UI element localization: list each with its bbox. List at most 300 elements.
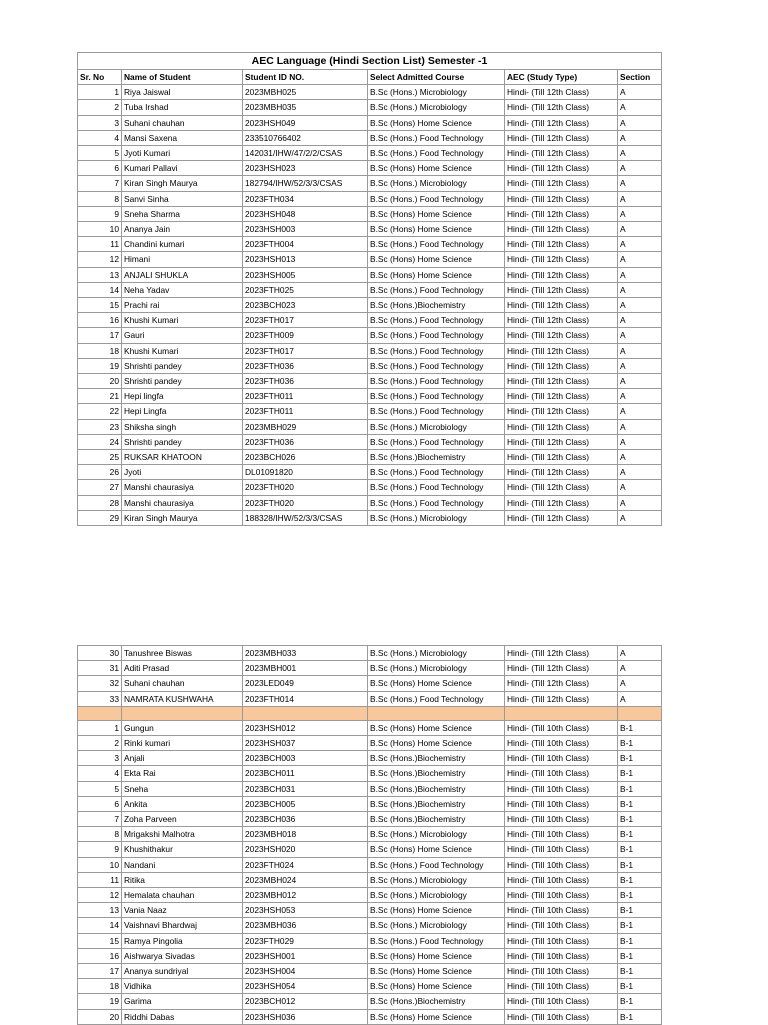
cell-sr-no: 24: [78, 434, 122, 449]
table-body-section-b1: [78, 720, 662, 1024]
cell-student-id: 2023FTH029: [243, 933, 368, 948]
table-row: [78, 857, 662, 872]
cell-student-id: 2023MBH029: [243, 419, 368, 434]
cell-study-type: Hindi- (Till 12th Class): [505, 343, 618, 358]
cell-study-type: Hindi- (Till 12th Class): [505, 313, 618, 328]
cell-section: B-1: [618, 918, 662, 933]
cell-student-name: Ritika: [122, 872, 243, 887]
cell-sr-no: 10: [78, 222, 122, 237]
cell-course: B.Sc (Hons.) Food Technology: [368, 389, 505, 404]
table-row: [78, 933, 662, 948]
table-body: [78, 85, 662, 526]
cell-student-name: Khushi Kumari: [122, 343, 243, 358]
cell-course: B.Sc (Hons) Home Science: [368, 222, 505, 237]
cell-study-type: Hindi- (Till 12th Class): [505, 328, 618, 343]
cell-study-type: Hindi- (Till 10th Class): [505, 827, 618, 842]
table-row: [78, 419, 662, 434]
cell-student-id: 2023HSH004: [243, 964, 368, 979]
cell-student-id: 2023FTH025: [243, 282, 368, 297]
cell-study-type: Hindi- (Till 12th Class): [505, 237, 618, 252]
cell-study-type: Hindi- (Till 12th Class): [505, 676, 618, 691]
cell-sr-no: 18: [78, 979, 122, 994]
cell-section: A: [618, 646, 662, 661]
cell-sr-no: 20: [78, 374, 122, 389]
cell-student-name: Hepi lingfa: [122, 389, 243, 404]
table-row: [78, 100, 662, 115]
cell-course: B.Sc (Hons.) Microbiology: [368, 510, 505, 525]
cell-student-id: 2023FTH011: [243, 389, 368, 404]
cell-course: B.Sc (Hons) Home Science: [368, 676, 505, 691]
cell-study-type: Hindi- (Till 10th Class): [505, 888, 618, 903]
cell-student-name: Aditi Prasad: [122, 661, 243, 676]
cell-course: B.Sc (Hons.) Microbiology: [368, 419, 505, 434]
table-body-section-a: [78, 646, 662, 707]
cell-section: B-1: [618, 736, 662, 751]
table-row: [78, 282, 662, 297]
cell-sr-no: 9: [78, 842, 122, 857]
cell-sr-no: 5: [78, 146, 122, 161]
table-row: [78, 646, 662, 661]
cell-student-name: Manshi chaurasiya: [122, 495, 243, 510]
table-row: [78, 389, 662, 404]
cell-course: B.Sc (Hons) Home Science: [368, 206, 505, 221]
cell-sr-no: 1: [78, 85, 122, 100]
cell-section: A: [618, 298, 662, 313]
cell-study-type: Hindi- (Till 12th Class): [505, 510, 618, 525]
cell-course: B.Sc (Hons.) Food Technology: [368, 465, 505, 480]
table-row: [78, 842, 662, 857]
table-row: [78, 676, 662, 691]
cell-sr-no: 16: [78, 313, 122, 328]
cell-course: B.Sc (Hons.)Biochemistry: [368, 812, 505, 827]
cell-course: B.Sc (Hons) Home Science: [368, 948, 505, 963]
cell-course: B.Sc (Hons.) Food Technology: [368, 434, 505, 449]
cell-study-type: Hindi- (Till 12th Class): [505, 191, 618, 206]
cell-course: B.Sc (Hons) Home Science: [368, 161, 505, 176]
cell-study-type: Hindi- (Till 10th Class): [505, 720, 618, 735]
header-section: Section: [618, 70, 662, 85]
cell-student-id: 2023HSH003: [243, 222, 368, 237]
cell-student-name: Riya Jaiswal: [122, 85, 243, 100]
cell-study-type: Hindi- (Till 12th Class): [505, 661, 618, 676]
cell-study-type: Hindi- (Till 10th Class): [505, 933, 618, 948]
cell-section: A: [618, 404, 662, 419]
cell-sr-no: 13: [78, 903, 122, 918]
cell-course: B.Sc (Hons.) Microbiology: [368, 85, 505, 100]
table-row: [78, 510, 662, 525]
cell-sr-no: 6: [78, 161, 122, 176]
cell-sr-no: 11: [78, 237, 122, 252]
table-row: [78, 222, 662, 237]
cell-section: A: [618, 358, 662, 373]
cell-student-name: Sneha Sharma: [122, 206, 243, 221]
cell-student-id: 2023MBH036: [243, 918, 368, 933]
cell-sr-no: 11: [78, 872, 122, 887]
cell-sr-no: 19: [78, 358, 122, 373]
cell-sr-no: 23: [78, 419, 122, 434]
table-row: [78, 115, 662, 130]
cell-course: B.Sc (Hons) Home Science: [368, 267, 505, 282]
cell-study-type: Hindi- (Till 12th Class): [505, 176, 618, 191]
table-row: [78, 994, 662, 1009]
cell-section: A: [618, 282, 662, 297]
cell-student-name: Jyoti Kumari: [122, 146, 243, 161]
cell-study-type: Hindi- (Till 12th Class): [505, 130, 618, 145]
cell-student-name: RUKSAR KHATOON: [122, 450, 243, 465]
cell-section: B-1: [618, 948, 662, 963]
table-row: [78, 827, 662, 842]
cell-section: A: [618, 374, 662, 389]
cell-student-name: Shrishti pandey: [122, 434, 243, 449]
cell-section: B-1: [618, 964, 662, 979]
table-row: [78, 661, 662, 676]
cell-course: B.Sc (Hons.) Microbiology: [368, 176, 505, 191]
cell-student-name: Mansi Saxena: [122, 130, 243, 145]
cell-sr-no: 14: [78, 918, 122, 933]
table-row: [78, 736, 662, 751]
cell-section: A: [618, 510, 662, 525]
cell-study-type: Hindi- (Till 12th Class): [505, 146, 618, 161]
section-separator-row: [78, 706, 662, 720]
cell-section: B-1: [618, 796, 662, 811]
cell-student-name: Vidhika: [122, 979, 243, 994]
cell-course: B.Sc (Hons.) Microbiology: [368, 827, 505, 842]
cell-student-name: Vania Naaz: [122, 903, 243, 918]
cell-sr-no: 17: [78, 328, 122, 343]
table-row: [78, 252, 662, 267]
cell-sr-no: 12: [78, 888, 122, 903]
cell-course: B.Sc (Hons.) Food Technology: [368, 404, 505, 419]
cell-student-id: 233510766402: [243, 130, 368, 145]
cell-study-type: Hindi- (Till 12th Class): [505, 267, 618, 282]
cell-student-name: Suhani chauhan: [122, 676, 243, 691]
cell-course: B.Sc (Hons.) Microbiology: [368, 661, 505, 676]
cell-student-id: 2023HSH001: [243, 948, 368, 963]
cell-study-type: Hindi- (Till 10th Class): [505, 1009, 618, 1024]
cell-sr-no: 5: [78, 781, 122, 796]
cell-section: A: [618, 85, 662, 100]
cell-section: B-1: [618, 979, 662, 994]
cell-student-id: 2023HSH049: [243, 115, 368, 130]
table-row: [78, 979, 662, 994]
cell-student-id: 2023LED049: [243, 676, 368, 691]
cell-study-type: Hindi- (Till 12th Class): [505, 161, 618, 176]
cell-student-id: 2023FTH014: [243, 691, 368, 706]
cell-study-type: Hindi- (Till 12th Class): [505, 404, 618, 419]
cell-section: A: [618, 389, 662, 404]
cell-study-type: Hindi- (Till 12th Class): [505, 85, 618, 100]
cell-student-id: 2023MBH001: [243, 661, 368, 676]
cell-sr-no: 31: [78, 661, 122, 676]
cell-course: B.Sc (Hons) Home Science: [368, 979, 505, 994]
cell-section: A: [618, 161, 662, 176]
cell-sr-no: 2: [78, 736, 122, 751]
cell-study-type: Hindi- (Till 10th Class): [505, 812, 618, 827]
cell-study-type: Hindi- (Till 12th Class): [505, 646, 618, 661]
cell-sr-no: 15: [78, 298, 122, 313]
cell-student-name: Kiran Singh Maurya: [122, 510, 243, 525]
cell-student-id: 182794/IHW/52/3/3/CSAS: [243, 176, 368, 191]
cell-student-id: 2023HSH013: [243, 252, 368, 267]
cell-section: A: [618, 191, 662, 206]
cell-section: B-1: [618, 827, 662, 842]
cell-student-name: NAMRATA KUSHWAHA: [122, 691, 243, 706]
cell-student-name: Khushithakur: [122, 842, 243, 857]
cell-student-id: 2023HSH054: [243, 979, 368, 994]
separator-body: [78, 706, 662, 720]
cell-student-id: 2023FTH017: [243, 343, 368, 358]
cell-course: B.Sc (Hons) Home Science: [368, 903, 505, 918]
cell-section: B-1: [618, 1009, 662, 1024]
cell-sr-no: 4: [78, 130, 122, 145]
cell-sr-no: 9: [78, 206, 122, 221]
title-row: [78, 53, 662, 70]
cell-student-name: Jyoti: [122, 465, 243, 480]
cell-course: B.Sc (Hons.) Microbiology: [368, 918, 505, 933]
cell-student-id: 2023FTH034: [243, 191, 368, 206]
cell-section: A: [618, 343, 662, 358]
cell-student-id: 2023MBH012: [243, 888, 368, 903]
cell-sr-no: 25: [78, 450, 122, 465]
cell-course: B.Sc (Hons) Home Science: [368, 736, 505, 751]
cell-student-name: Shiksha singh: [122, 419, 243, 434]
cell-study-type: Hindi- (Till 12th Class): [505, 282, 618, 297]
cell-study-type: Hindi- (Till 12th Class): [505, 374, 618, 389]
cell-student-id: 2023FTH009: [243, 328, 368, 343]
cell-study-type: Hindi- (Till 10th Class): [505, 903, 618, 918]
cell-student-id: 2023BCH031: [243, 781, 368, 796]
cell-study-type: Hindi- (Till 12th Class): [505, 358, 618, 373]
table-row: [78, 812, 662, 827]
cell-study-type: Hindi- (Till 12th Class): [505, 419, 618, 434]
cell-student-name: Chandini kumari: [122, 237, 243, 252]
cell-student-name: Shrishti pandey: [122, 358, 243, 373]
cell-student-id: DL01091820: [243, 465, 368, 480]
cell-study-type: Hindi- (Till 12th Class): [505, 115, 618, 130]
cell-student-name: Manshi chaurasiya: [122, 480, 243, 495]
table-row: [78, 404, 662, 419]
cell-student-id: 2023MBH033: [243, 646, 368, 661]
header-course: Select Admitted Course: [368, 70, 505, 85]
cell-sr-no: 28: [78, 495, 122, 510]
cell-student-id: 2023FTH024: [243, 857, 368, 872]
cell-student-name: Sneha: [122, 781, 243, 796]
cell-course: B.Sc (Hons.) Food Technology: [368, 480, 505, 495]
cell-study-type: Hindi- (Till 12th Class): [505, 222, 618, 237]
cell-section: A: [618, 222, 662, 237]
table-row: [78, 374, 662, 389]
cell-student-name: Ananya sundriyal: [122, 964, 243, 979]
cell-student-id: 2023FTH011: [243, 404, 368, 419]
header-student-id: Student ID NO.: [243, 70, 368, 85]
cell-study-type: Hindi- (Till 12th Class): [505, 298, 618, 313]
cell-student-name: Riddhi Dabas: [122, 1009, 243, 1024]
cell-section: A: [618, 130, 662, 145]
cell-sr-no: 7: [78, 176, 122, 191]
cell-section: A: [618, 100, 662, 115]
cell-study-type: Hindi- (Till 12th Class): [505, 100, 618, 115]
cell-section: B-1: [618, 933, 662, 948]
cell-sr-no: 12: [78, 252, 122, 267]
cell-section: B-1: [618, 994, 662, 1009]
cell-section: A: [618, 328, 662, 343]
cell-section: A: [618, 176, 662, 191]
cell-course: B.Sc (Hons.) Food Technology: [368, 313, 505, 328]
cell-sr-no: 8: [78, 827, 122, 842]
cell-section: B-1: [618, 842, 662, 857]
cell-course: B.Sc (Hons) Home Science: [368, 842, 505, 857]
cell-sr-no: 17: [78, 964, 122, 979]
table-row: [78, 267, 662, 282]
table-row: [78, 358, 662, 373]
cell-course: B.Sc (Hons.) Food Technology: [368, 691, 505, 706]
cell-sr-no: 32: [78, 676, 122, 691]
table-row: [78, 691, 662, 706]
cell-student-id: 2023MBH018: [243, 827, 368, 842]
table-row: [78, 237, 662, 252]
cell-sr-no: 10: [78, 857, 122, 872]
cell-study-type: Hindi- (Till 10th Class): [505, 796, 618, 811]
cell-sr-no: 3: [78, 751, 122, 766]
cell-student-name: Hemalata chauhan: [122, 888, 243, 903]
cell-student-id: 2023BCH026: [243, 450, 368, 465]
cell-section: A: [618, 450, 662, 465]
cell-course: B.Sc (Hons.) Food Technology: [368, 328, 505, 343]
hindi-section-table-page-2: [77, 645, 662, 1025]
table-row: [78, 434, 662, 449]
cell-course: B.Sc (Hons.) Food Technology: [368, 374, 505, 389]
table-row: [78, 888, 662, 903]
cell-student-name: Shrishti pandey: [122, 374, 243, 389]
table-title: AEC Language (Hindi Section List) Semester -1: [78, 53, 662, 70]
cell-section: B-1: [618, 888, 662, 903]
cell-sr-no: 4: [78, 766, 122, 781]
cell-student-id: 2023FTH036: [243, 358, 368, 373]
cell-student-id: 2023FTH036: [243, 434, 368, 449]
cell-study-type: Hindi- (Till 10th Class): [505, 918, 618, 933]
table-row: [78, 948, 662, 963]
cell-student-name: Ramya Pingolia: [122, 933, 243, 948]
cell-student-id: 2023HSH048: [243, 206, 368, 221]
cell-course: B.Sc (Hons.) Microbiology: [368, 100, 505, 115]
cell-section: B-1: [618, 857, 662, 872]
cell-student-name: Khushi Kumari: [122, 313, 243, 328]
cell-study-type: Hindi- (Till 10th Class): [505, 857, 618, 872]
cell-course: B.Sc (Hons.) Food Technology: [368, 933, 505, 948]
cell-study-type: Hindi- (Till 10th Class): [505, 766, 618, 781]
cell-student-id: 2023BCH012: [243, 994, 368, 1009]
cell-course: B.Sc (Hons.) Food Technology: [368, 191, 505, 206]
cell-student-id: 2023HSH053: [243, 903, 368, 918]
cell-student-id: 2023FTH020: [243, 495, 368, 510]
cell-section: B-1: [618, 720, 662, 735]
cell-study-type: Hindi- (Till 10th Class): [505, 948, 618, 963]
cell-sr-no: 27: [78, 480, 122, 495]
cell-student-name: Gungun: [122, 720, 243, 735]
cell-section: A: [618, 465, 662, 480]
cell-course: B.Sc (Hons) Home Science: [368, 115, 505, 130]
table-row: [78, 130, 662, 145]
cell-student-name: Garima: [122, 994, 243, 1009]
cell-student-id: 2023MBH024: [243, 872, 368, 887]
cell-section: B-1: [618, 781, 662, 796]
cell-course: B.Sc (Hons.)Biochemistry: [368, 781, 505, 796]
table-row: [78, 313, 662, 328]
cell-student-name: Aishwarya Sivadas: [122, 948, 243, 963]
cell-student-name: Ankita: [122, 796, 243, 811]
cell-sr-no: 18: [78, 343, 122, 358]
cell-student-id: 142031/IHW/47/2/2/CSAS: [243, 146, 368, 161]
cell-section: B-1: [618, 903, 662, 918]
cell-course: B.Sc (Hons.) Food Technology: [368, 343, 505, 358]
cell-student-name: Mrigakshi Malhotra: [122, 827, 243, 842]
cell-student-id: 2023HSH023: [243, 161, 368, 176]
cell-section: A: [618, 313, 662, 328]
cell-student-name: ANJALI SHUKLA: [122, 267, 243, 282]
cell-course: B.Sc (Hons) Home Science: [368, 1009, 505, 1024]
cell-section: A: [618, 434, 662, 449]
cell-section: A: [618, 146, 662, 161]
header-study-type: AEC (Study Type): [505, 70, 618, 85]
cell-student-name: Hepi Lingfa: [122, 404, 243, 419]
cell-sr-no: 26: [78, 465, 122, 480]
cell-study-type: Hindi- (Till 10th Class): [505, 842, 618, 857]
cell-student-id: 2023BCH003: [243, 751, 368, 766]
table-row: [78, 872, 662, 887]
cell-course: B.Sc (Hons) Home Science: [368, 720, 505, 735]
cell-course: B.Sc (Hons.) Food Technology: [368, 130, 505, 145]
cell-study-type: Hindi- (Till 10th Class): [505, 964, 618, 979]
cell-course: B.Sc (Hons) Home Science: [368, 964, 505, 979]
cell-course: B.Sc (Hons.) Food Technology: [368, 495, 505, 510]
cell-section: B-1: [618, 812, 662, 827]
cell-sr-no: 21: [78, 389, 122, 404]
header-row: [78, 70, 662, 85]
table-row: [78, 720, 662, 735]
cell-student-id: 2023BCH023: [243, 298, 368, 313]
cell-study-type: Hindi- (Till 12th Class): [505, 206, 618, 221]
cell-course: B.Sc (Hons.) Food Technology: [368, 358, 505, 373]
cell-student-name: Kumari Pallavi: [122, 161, 243, 176]
cell-sr-no: 22: [78, 404, 122, 419]
cell-student-name: Himani: [122, 252, 243, 267]
cell-student-id: 2023FTH004: [243, 237, 368, 252]
table-row: [78, 1009, 662, 1024]
table-row: [78, 465, 662, 480]
cell-section: A: [618, 661, 662, 676]
cell-study-type: Hindi- (Till 10th Class): [505, 781, 618, 796]
cell-section: A: [618, 115, 662, 130]
cell-course: B.Sc (Hons.)Biochemistry: [368, 994, 505, 1009]
cell-course: B.Sc (Hons.) Microbiology: [368, 646, 505, 661]
cell-study-type: Hindi- (Till 12th Class): [505, 450, 618, 465]
cell-student-id: 2023HSH020: [243, 842, 368, 857]
cell-sr-no: 30: [78, 646, 122, 661]
table-row: [78, 85, 662, 100]
cell-study-type: Hindi- (Till 10th Class): [505, 994, 618, 1009]
cell-study-type: Hindi- (Till 12th Class): [505, 389, 618, 404]
cell-student-id: 2023FTH020: [243, 480, 368, 495]
cell-study-type: Hindi- (Till 10th Class): [505, 751, 618, 766]
cell-study-type: Hindi- (Till 12th Class): [505, 434, 618, 449]
cell-student-name: Rinki kumari: [122, 736, 243, 751]
table-row: [78, 781, 662, 796]
cell-student-name: Sanvi Sinha: [122, 191, 243, 206]
cell-section: A: [618, 206, 662, 221]
cell-student-name: Neha Yadav: [122, 282, 243, 297]
table-row: [78, 796, 662, 811]
cell-student-id: 188328/IHW/52/3/3/CSAS: [243, 510, 368, 525]
